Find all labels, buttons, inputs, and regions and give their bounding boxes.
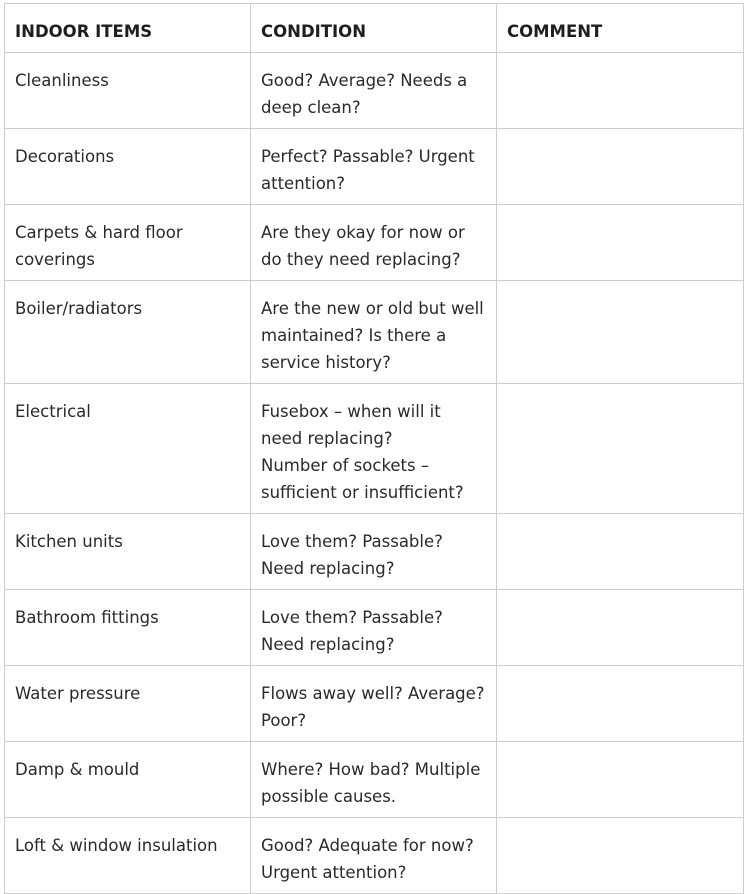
item-cell: Decorations <box>5 129 251 205</box>
comment-cell <box>497 384 744 514</box>
comment-cell <box>497 53 744 129</box>
comment-cell <box>497 281 744 384</box>
table-row <box>5 384 744 514</box>
condition-cell <box>251 742 497 818</box>
condition-text: Flows away well? Average? Poor? <box>261 684 485 730</box>
item-cell: Cleanliness <box>5 53 251 129</box>
table-row <box>5 129 744 205</box>
table-row <box>5 53 744 129</box>
comment-cell <box>497 514 744 590</box>
indoor-items-table <box>4 3 744 894</box>
condition-text: Number of sockets – sufficient or insufficient? <box>261 456 464 502</box>
table-row <box>5 514 744 590</box>
item-cell: Loft & window insulation <box>5 818 251 894</box>
condition-cell <box>251 205 497 281</box>
item-cell: Boiler/radiators <box>5 281 251 384</box>
condition-text: Love them? Passable? Need replacing? <box>261 608 443 654</box>
table-header-row <box>5 4 744 53</box>
condition-cell <box>251 129 497 205</box>
condition-text: Where? How bad? Multiple possible causes. <box>261 760 481 806</box>
condition-text: Love them? Passable? Need replacing? <box>261 532 443 578</box>
condition-text: Fusebox – when will it need replacing? <box>261 402 441 448</box>
comment-cell <box>497 205 744 281</box>
condition-text: Perfect? Passable? Urgent attention? <box>261 147 475 193</box>
condition-text: Are the new or old but well maintained? Is there a service history? <box>261 299 484 372</box>
header-indoor-items: INDOOR ITEMS <box>5 4 251 53</box>
header-condition: CONDITION <box>251 4 497 53</box>
condition-cell <box>251 53 497 129</box>
comment-cell <box>497 818 744 894</box>
comment-cell <box>497 129 744 205</box>
condition-cell <box>251 818 497 894</box>
comment-cell <box>497 590 744 666</box>
table-row <box>5 818 744 894</box>
table-row <box>5 281 744 384</box>
condition-text: Are they okay for now or do they need replacing? <box>261 223 465 269</box>
item-cell: Bathroom fittings <box>5 590 251 666</box>
condition-cell <box>251 384 497 514</box>
condition-text: Good? Average? Needs a deep clean? <box>261 71 468 117</box>
item-cell: Water pressure <box>5 666 251 742</box>
table-row <box>5 205 744 281</box>
table-row <box>5 590 744 666</box>
item-cell: Electrical <box>5 384 251 514</box>
item-cell: Damp & mould <box>5 742 251 818</box>
comment-cell <box>497 666 744 742</box>
condition-text: Good? Adequate for now? Urgent attention? <box>261 836 474 882</box>
item-cell: Carpets & hard floor coverings <box>5 205 251 281</box>
item-cell: Kitchen units <box>5 514 251 590</box>
condition-cell <box>251 281 497 384</box>
table-row <box>5 742 744 818</box>
condition-cell <box>251 514 497 590</box>
comment-cell <box>497 742 744 818</box>
table-row <box>5 666 744 742</box>
condition-cell <box>251 590 497 666</box>
condition-cell <box>251 666 497 742</box>
header-comment: COMMENT <box>497 4 744 53</box>
